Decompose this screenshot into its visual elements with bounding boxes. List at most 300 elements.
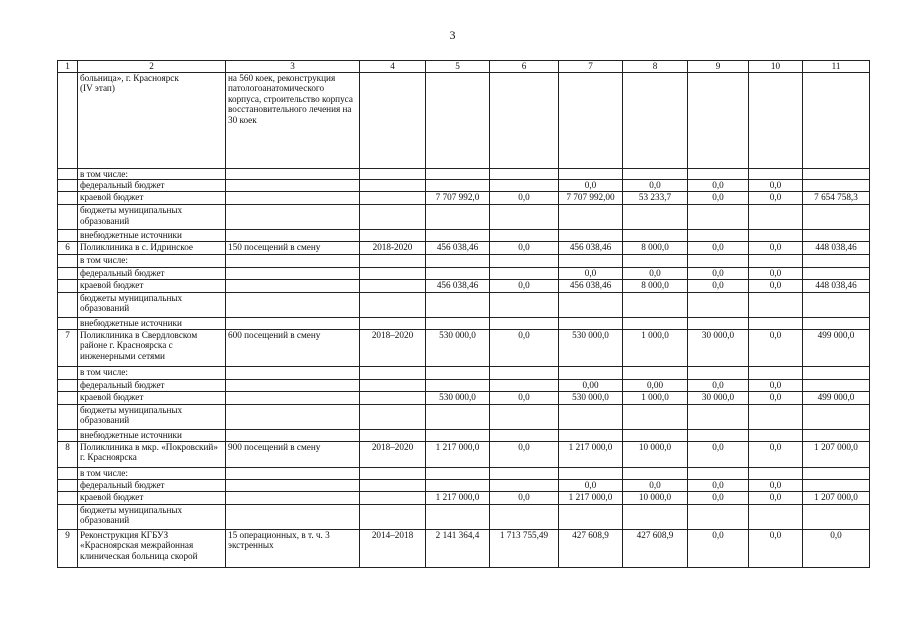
- header-cell: 7: [559, 61, 623, 73]
- table-cell: 0,0: [688, 491, 749, 504]
- table-row: [58, 391, 870, 404]
- table-cell: [688, 467, 749, 479]
- table-cell: [360, 205, 426, 230]
- table-cell: [226, 230, 360, 242]
- table-cell: [360, 192, 426, 205]
- table-cell: 0,0: [559, 479, 623, 491]
- table-cell: 8 000,0: [623, 241, 688, 254]
- table-cell: [58, 205, 78, 230]
- table-cell: [226, 292, 360, 317]
- table-cell: [623, 504, 688, 529]
- table-cell: 1 713 755,49: [490, 529, 559, 567]
- table-cell: краевой бюджет: [78, 279, 226, 292]
- table-row: [58, 429, 870, 441]
- table-cell: [688, 292, 749, 317]
- table-cell: 448 038,46: [803, 279, 870, 292]
- table-cell: [803, 267, 870, 279]
- table-cell: [360, 379, 426, 391]
- table-cell: [559, 504, 623, 529]
- table-cell: 2014–2018: [360, 529, 426, 567]
- table-cell: [688, 366, 749, 379]
- table-cell: [490, 168, 559, 180]
- table-cell: краевой бюджет: [78, 192, 226, 205]
- table-cell: 0,0: [749, 491, 803, 504]
- table-cell: 0,0: [749, 279, 803, 292]
- table-cell: [426, 504, 490, 529]
- table-cell: [490, 504, 559, 529]
- table-cell: 2 141 364,4: [426, 529, 490, 567]
- table-cell: [688, 168, 749, 180]
- table-row: [58, 504, 870, 529]
- table-cell: 0,0: [559, 267, 623, 279]
- table-cell: [58, 279, 78, 292]
- table-cell: [749, 317, 803, 329]
- table-cell: 0,00: [623, 379, 688, 391]
- table-cell: [226, 404, 360, 429]
- table-row: [58, 467, 870, 479]
- table-cell: [623, 254, 688, 267]
- table-row: [58, 491, 870, 504]
- table-cell: [559, 366, 623, 379]
- table-cell: 7: [58, 329, 78, 366]
- table-row: [58, 404, 870, 429]
- table-cell: [226, 491, 360, 504]
- table-cell: 0,0: [749, 391, 803, 404]
- table-cell: [623, 230, 688, 242]
- table-cell: 530 000,0: [559, 391, 623, 404]
- table-cell: [226, 379, 360, 391]
- table-cell: [803, 292, 870, 317]
- table-cell: [688, 504, 749, 529]
- table-cell: внебюджетные источники: [78, 230, 226, 242]
- table-cell: [490, 379, 559, 391]
- table-cell: [426, 404, 490, 429]
- table-cell: [490, 479, 559, 491]
- table-cell: [360, 72, 426, 168]
- table-cell: [749, 404, 803, 429]
- table-cell: [426, 379, 490, 391]
- table-cell: [559, 254, 623, 267]
- table-cell: [749, 254, 803, 267]
- table-cell: [490, 254, 559, 267]
- table-cell: [360, 180, 426, 192]
- table-cell: [623, 404, 688, 429]
- investment-table: [57, 60, 870, 568]
- table-cell: 0,0: [749, 529, 803, 567]
- table-row: [58, 254, 870, 267]
- table-cell: 0,0: [688, 529, 749, 567]
- table-cell: [559, 317, 623, 329]
- table-cell: [803, 168, 870, 180]
- table-cell: внебюджетные источники: [78, 429, 226, 441]
- table-cell: [58, 404, 78, 429]
- table-cell: [749, 230, 803, 242]
- table-cell: 0,0: [688, 267, 749, 279]
- table-cell: 7 654 758,3: [803, 192, 870, 205]
- table-cell: 0,0: [490, 241, 559, 254]
- table-cell: [623, 72, 688, 168]
- table-cell: [58, 479, 78, 491]
- page-number: 3: [449, 28, 456, 42]
- table-cell: [226, 267, 360, 279]
- table-cell: [559, 72, 623, 168]
- table-cell: [226, 168, 360, 180]
- table-cell: [490, 366, 559, 379]
- table-cell: [58, 254, 78, 267]
- table-cell: [490, 205, 559, 230]
- table-cell: [360, 317, 426, 329]
- table-cell: Поликлиника в с. Идринское: [78, 241, 226, 254]
- table-cell: [58, 230, 78, 242]
- table-cell: [58, 180, 78, 192]
- table-cell: [58, 391, 78, 404]
- header-cell: 8: [623, 61, 688, 73]
- table-cell: [360, 479, 426, 491]
- table-cell: бюджеты муниципальных образований: [78, 404, 226, 429]
- table-cell: краевой бюджет: [78, 391, 226, 404]
- table-cell: 2018–2020: [360, 441, 426, 467]
- table-cell: бюджеты муниципальных образований: [78, 205, 226, 230]
- table-cell: [360, 467, 426, 479]
- table-cell: 10 000,0: [623, 491, 688, 504]
- table-cell: федеральный бюджет: [78, 479, 226, 491]
- header-cell: 1: [58, 61, 78, 73]
- table-cell: 1 000,0: [623, 391, 688, 404]
- table-cell: 499 000,0: [803, 329, 870, 366]
- table-cell: в том числе:: [78, 467, 226, 479]
- table-row: [58, 241, 870, 254]
- table-cell: [490, 292, 559, 317]
- table-cell: [749, 72, 803, 168]
- table-cell: [803, 504, 870, 529]
- table-cell: [749, 292, 803, 317]
- table-cell: [360, 254, 426, 267]
- table-cell: [803, 366, 870, 379]
- table-cell: 0,0: [688, 441, 749, 467]
- table-cell: [559, 429, 623, 441]
- table-cell: 0,0: [688, 279, 749, 292]
- table-cell: [803, 180, 870, 192]
- header-cell: 11: [803, 61, 870, 73]
- table-cell: 2018–2020: [360, 329, 426, 366]
- table-cell: [490, 267, 559, 279]
- table-cell: [749, 504, 803, 529]
- table-cell: 1 207 000,0: [803, 491, 870, 504]
- table-cell: [360, 429, 426, 441]
- table-cell: [426, 72, 490, 168]
- table-cell: [426, 230, 490, 242]
- table-cell: [426, 317, 490, 329]
- table-cell: 0,0: [749, 479, 803, 491]
- table-cell: 456 038,46: [426, 241, 490, 254]
- table-cell: [426, 267, 490, 279]
- table-cell: 0,0: [490, 192, 559, 205]
- table-cell: 530 000,0: [426, 391, 490, 404]
- table-cell: 0,0: [688, 192, 749, 205]
- table-cell: Поликлиника в Свердловском районе г. Красноярска с инженерными сетями: [78, 329, 226, 366]
- table-cell: федеральный бюджет: [78, 267, 226, 279]
- table-cell: 8: [58, 441, 78, 467]
- table-cell: 530 000,0: [426, 329, 490, 366]
- table-row: [58, 72, 870, 168]
- table-cell: [559, 404, 623, 429]
- table-cell: 0,0: [490, 329, 559, 366]
- table-row: [58, 479, 870, 491]
- table-cell: [426, 205, 490, 230]
- table-cell: [490, 467, 559, 479]
- table-cell: [803, 254, 870, 267]
- table-cell: [803, 230, 870, 242]
- table-cell: в том числе:: [78, 254, 226, 267]
- table-row: [58, 292, 870, 317]
- table-cell: [490, 72, 559, 168]
- table-cell: 0,0: [490, 279, 559, 292]
- table-cell: [559, 205, 623, 230]
- table-cell: [360, 404, 426, 429]
- table-cell: [426, 467, 490, 479]
- table-cell: [58, 168, 78, 180]
- table-cell: 0,0: [749, 192, 803, 205]
- table-cell: в том числе:: [78, 366, 226, 379]
- table-cell: 30 000,0: [688, 329, 749, 366]
- table-cell: 0,0: [623, 180, 688, 192]
- table-row: [58, 279, 870, 292]
- table-cell: [226, 391, 360, 404]
- table-cell: федеральный бюджет: [78, 180, 226, 192]
- table-cell: бюджеты муниципальных образований: [78, 292, 226, 317]
- table-cell: 0,0: [749, 241, 803, 254]
- table-cell: 0,0: [688, 479, 749, 491]
- table-cell: на 560 коек, реконструкция патологоанатомического корпуса, строительство корпуса восстановительного лечения на 30 коек: [226, 72, 360, 168]
- table-cell: [803, 467, 870, 479]
- table-cell: 15 операционных, в т. ч. 3 экстренных: [226, 529, 360, 567]
- header-cell: 4: [360, 61, 426, 73]
- table-cell: [426, 366, 490, 379]
- table-cell: 1 217 000,0: [426, 491, 490, 504]
- table-cell: 0,0: [749, 441, 803, 467]
- table-cell: [688, 205, 749, 230]
- table-cell: [688, 404, 749, 429]
- table-cell: в том числе:: [78, 168, 226, 180]
- table-cell: 499 000,0: [803, 391, 870, 404]
- table-cell: 448 038,46: [803, 241, 870, 254]
- table-cell: [360, 491, 426, 504]
- table-cell: 8 000,0: [623, 279, 688, 292]
- table-cell: [226, 279, 360, 292]
- table-cell: [58, 366, 78, 379]
- table-cell: 0,0: [749, 329, 803, 366]
- table-cell: [803, 72, 870, 168]
- table-row: [58, 230, 870, 242]
- table-cell: [226, 467, 360, 479]
- table-cell: [623, 429, 688, 441]
- table-cell: 900 посещений в смену: [226, 441, 360, 467]
- table-cell: [426, 180, 490, 192]
- table-row: [58, 168, 870, 180]
- table-cell: [803, 429, 870, 441]
- table-cell: [749, 168, 803, 180]
- table-cell: 1 217 000,0: [426, 441, 490, 467]
- table-row: [58, 529, 870, 567]
- header-cell: 6: [490, 61, 559, 73]
- table-cell: [58, 267, 78, 279]
- table-cell: [490, 404, 559, 429]
- table-cell: [360, 292, 426, 317]
- table-cell: 0,00: [559, 379, 623, 391]
- table-cell: 0,0: [490, 491, 559, 504]
- table-cell: 1 207 000,0: [803, 441, 870, 467]
- table-cell: 0,0: [623, 267, 688, 279]
- table-cell: [360, 279, 426, 292]
- table-cell: 7 707 992,0: [426, 192, 490, 205]
- table-cell: [688, 317, 749, 329]
- table-cell: 0,0: [688, 180, 749, 192]
- table-row: [58, 366, 870, 379]
- table-cell: больница», г. Красноярск (IV этап): [78, 72, 226, 168]
- table-cell: [688, 254, 749, 267]
- table-cell: [749, 429, 803, 441]
- table-row: [58, 192, 870, 205]
- table-cell: [58, 292, 78, 317]
- table-cell: бюджеты муниципальных образований: [78, 504, 226, 529]
- table-cell: 1 217 000,0: [559, 491, 623, 504]
- table-cell: [490, 317, 559, 329]
- table-cell: [58, 192, 78, 205]
- table-cell: 0,0: [749, 180, 803, 192]
- table-cell: [58, 379, 78, 391]
- table-cell: [803, 379, 870, 391]
- table-cell: [360, 366, 426, 379]
- table-cell: [360, 504, 426, 529]
- table-cell: 600 посещений в смену: [226, 329, 360, 366]
- table-cell: [58, 429, 78, 441]
- table-cell: 0,0: [688, 241, 749, 254]
- table-cell: [623, 205, 688, 230]
- table-cell: [749, 467, 803, 479]
- table-row: [58, 180, 870, 192]
- table-cell: 0,0: [749, 267, 803, 279]
- table-cell: [803, 479, 870, 491]
- table-cell: 0,0: [623, 479, 688, 491]
- table-cell: [490, 429, 559, 441]
- table-cell: 456 038,46: [559, 241, 623, 254]
- table-cell: [226, 254, 360, 267]
- table-cell: [559, 467, 623, 479]
- header-cell: 3: [226, 61, 360, 73]
- table-cell: [688, 230, 749, 242]
- table-cell: [688, 429, 749, 441]
- table-cell: [749, 366, 803, 379]
- table-cell: [58, 317, 78, 329]
- table-cell: Поликлиника в мкр. «Покровский» г. Красноярска: [78, 441, 226, 467]
- table-cell: [426, 254, 490, 267]
- table-row: [58, 267, 870, 279]
- header-row: [58, 61, 870, 73]
- table-cell: 1 217 000,0: [559, 441, 623, 467]
- table-cell: Реконструкция КГБУЗ «Красноярская межрайонная клиническая больница скорой: [78, 529, 226, 567]
- table-cell: 0,0: [490, 391, 559, 404]
- table-cell: 2018-2020: [360, 241, 426, 254]
- table-cell: [226, 479, 360, 491]
- table-row: [58, 441, 870, 467]
- table-cell: 0,0: [688, 379, 749, 391]
- table-cell: [803, 317, 870, 329]
- table-cell: 30 000,0: [688, 391, 749, 404]
- table-cell: 0,0: [490, 441, 559, 467]
- table-cell: [360, 391, 426, 404]
- table-cell: [58, 491, 78, 504]
- table-cell: [426, 429, 490, 441]
- table-cell: [426, 479, 490, 491]
- table-cell: [426, 292, 490, 317]
- table-cell: [623, 168, 688, 180]
- table-cell: [360, 267, 426, 279]
- table-cell: [226, 317, 360, 329]
- table-cell: 456 038,46: [426, 279, 490, 292]
- table-cell: [226, 504, 360, 529]
- header-cell: 9: [688, 61, 749, 73]
- table-row: [58, 329, 870, 366]
- table-cell: 6: [58, 241, 78, 254]
- table-cell: краевой бюджет: [78, 491, 226, 504]
- table-cell: [360, 230, 426, 242]
- table-cell: 427 608,9: [559, 529, 623, 567]
- table-cell: 427 608,9: [623, 529, 688, 567]
- table-cell: [226, 429, 360, 441]
- table-cell: [559, 168, 623, 180]
- table-cell: [360, 168, 426, 180]
- table-cell: [623, 292, 688, 317]
- table-cell: [559, 230, 623, 242]
- table-cell: [749, 205, 803, 230]
- table-cell: 150 посещений в смену: [226, 241, 360, 254]
- table-cell: 9: [58, 529, 78, 567]
- table-cell: [490, 180, 559, 192]
- table-cell: 7 707 992,00: [559, 192, 623, 205]
- table-cell: [559, 292, 623, 317]
- table-cell: [226, 192, 360, 205]
- table-cell: [490, 230, 559, 242]
- table-cell: внебюджетные источники: [78, 317, 226, 329]
- header-cell: 5: [426, 61, 490, 73]
- table-cell: 1 000,0: [623, 329, 688, 366]
- table-cell: [623, 366, 688, 379]
- table-cell: 10 000,0: [623, 441, 688, 467]
- table-cell: [58, 467, 78, 479]
- table-row: [58, 317, 870, 329]
- table-cell: 456 038,46: [559, 279, 623, 292]
- header-cell: 10: [749, 61, 803, 73]
- table-row: [58, 205, 870, 230]
- table-cell: [623, 317, 688, 329]
- table-cell: 0,0: [803, 529, 870, 567]
- table-row: [58, 379, 870, 391]
- table-cell: [623, 467, 688, 479]
- table-cell: [426, 168, 490, 180]
- table-cell: [803, 404, 870, 429]
- table-cell: 53 233,7: [623, 192, 688, 205]
- table-cell: 0,0: [559, 180, 623, 192]
- table-cell: 530 000,0: [559, 329, 623, 366]
- table-cell: [803, 205, 870, 230]
- table-cell: федеральный бюджет: [78, 379, 226, 391]
- header-cell: 2: [78, 61, 226, 73]
- table-cell: [58, 504, 78, 529]
- table-cell: [226, 205, 360, 230]
- table-cell: [226, 180, 360, 192]
- table-cell: [226, 366, 360, 379]
- table-cell: [688, 72, 749, 168]
